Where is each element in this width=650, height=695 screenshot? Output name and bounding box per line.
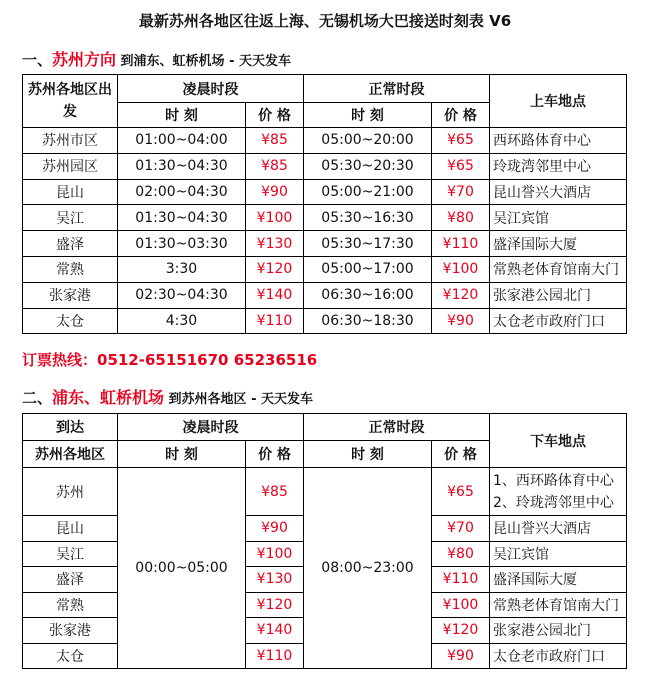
normal-price-cell: ¥100 bbox=[432, 256, 490, 282]
normal-price-header: 价 格 bbox=[432, 103, 490, 128]
destination-header-line2: 苏州各地区 bbox=[23, 441, 118, 468]
early-price-cell: ¥90 bbox=[246, 516, 304, 542]
area-cell: 苏州市区 bbox=[23, 128, 118, 154]
section1-heading bbox=[22, 47, 291, 70]
area-cell: 太仓 bbox=[23, 643, 118, 669]
early-time-cell: 01:30~04:30 bbox=[118, 205, 246, 231]
dropoff-location-cell: 张家港公园北门 bbox=[490, 618, 627, 644]
pickup-location-cell: 玲珑湾邻里中心 bbox=[490, 153, 627, 179]
early-time-cell: 3:30 bbox=[118, 256, 246, 282]
normal-time-cell: 06:30~18:30 bbox=[304, 308, 432, 334]
normal-time-cell: 05:00~17:00 bbox=[304, 256, 432, 282]
early-price-cell: ¥110 bbox=[246, 643, 304, 669]
normal-time-header: 时 刻 bbox=[304, 103, 432, 128]
early-time-cell: 4:30 bbox=[118, 308, 246, 334]
early-time-cell: 02:00~04:30 bbox=[118, 179, 246, 205]
normal-price-cell: ¥80 bbox=[432, 205, 490, 231]
section1-rest: 到浦东、虹桥机场 - 天天发车 bbox=[116, 54, 292, 69]
normal-time-cell: 05:30~20:30 bbox=[304, 153, 432, 179]
table-row bbox=[23, 468, 627, 516]
pickup-location-cell: 昆山誉兴大酒店 bbox=[490, 179, 627, 205]
early-price-cell: ¥85 bbox=[246, 468, 304, 516]
early-price-cell: ¥110 bbox=[246, 308, 304, 334]
early-price-cell: ¥90 bbox=[246, 179, 304, 205]
origin-header: 苏州各地区出发 bbox=[23, 75, 118, 128]
normal-price-cell: ¥70 bbox=[432, 516, 490, 542]
dropoff-location-cell: 太仓老市政府门口 bbox=[490, 643, 627, 669]
normal-time-cell: 05:00~21:00 bbox=[304, 179, 432, 205]
section1-highlight: 苏州方向 bbox=[52, 50, 117, 69]
early-time-header: 时 刻 bbox=[118, 103, 246, 128]
dropoff-location-line: 1、西环路体育中心 bbox=[493, 472, 614, 489]
normal-price-cell: ¥90 bbox=[432, 643, 490, 669]
normal-price-cell: ¥120 bbox=[432, 282, 490, 308]
normal-period-header: 正常时段 bbox=[304, 414, 490, 441]
dropoff-location-cell: 吴江宾馆 bbox=[490, 541, 627, 567]
area-cell: 吴江 bbox=[23, 541, 118, 567]
normal-time-cell: 05:30~16:30 bbox=[304, 205, 432, 231]
early-price-cell: ¥140 bbox=[246, 618, 304, 644]
table-row bbox=[23, 231, 627, 257]
pickup-location-cell: 常熟老体育馆南大门 bbox=[490, 256, 627, 282]
normal-time-header: 时 刻 bbox=[304, 441, 432, 468]
early-time-cell: 01:30~04:30 bbox=[118, 153, 246, 179]
arrival-schedule-table bbox=[22, 413, 627, 669]
early-price-cell: ¥120 bbox=[246, 592, 304, 618]
normal-price-cell: ¥80 bbox=[432, 541, 490, 567]
destination-header-line1: 到达 bbox=[23, 414, 118, 441]
early-time-cell: 01:30~03:30 bbox=[118, 231, 246, 257]
early-price-cell: ¥140 bbox=[246, 282, 304, 308]
early-price-cell: ¥100 bbox=[246, 541, 304, 567]
area-cell: 苏州园区 bbox=[23, 153, 118, 179]
normal-price-cell: ¥110 bbox=[432, 231, 490, 257]
early-time-cell: 00:00~05:00 bbox=[118, 468, 246, 669]
normal-price-cell: ¥120 bbox=[432, 618, 490, 644]
table-row bbox=[23, 128, 627, 154]
early-price-cell: ¥85 bbox=[246, 153, 304, 179]
pickup-location-cell: 张家港公园北门 bbox=[490, 282, 627, 308]
area-cell: 盛泽 bbox=[23, 567, 118, 593]
table-row bbox=[23, 256, 627, 282]
early-price-cell: ¥130 bbox=[246, 231, 304, 257]
normal-price-cell: ¥110 bbox=[432, 567, 490, 593]
pickup-location-cell: 吴江宾馆 bbox=[490, 205, 627, 231]
area-cell: 盛泽 bbox=[23, 231, 118, 257]
table-row bbox=[23, 282, 627, 308]
dropoff-location-cell: 常熟老体育馆南大门 bbox=[490, 592, 627, 618]
normal-price-cell: ¥65 bbox=[432, 468, 490, 516]
departure-schedule-table bbox=[22, 74, 627, 334]
section2-prefix: 二、 bbox=[22, 389, 53, 407]
pickup-location-cell: 太仓老市政府门口 bbox=[490, 308, 627, 334]
dropoff-location-header: 下车地点 bbox=[490, 414, 627, 468]
normal-time-cell: 05:00~20:00 bbox=[304, 128, 432, 154]
dropoff-location-cell: 昆山誉兴大酒店 bbox=[490, 516, 627, 542]
dropoff-location-cell bbox=[490, 468, 627, 516]
section2-highlight: 浦东、虹桥机场 bbox=[52, 388, 165, 407]
pickup-location-header: 上车地点 bbox=[490, 75, 627, 128]
area-cell: 张家港 bbox=[23, 282, 118, 308]
early-price-header: 价 格 bbox=[246, 103, 304, 128]
table-row bbox=[23, 153, 627, 179]
normal-price-cell: ¥100 bbox=[432, 592, 490, 618]
table-row bbox=[23, 205, 627, 231]
area-cell: 常熟 bbox=[23, 256, 118, 282]
pickup-location-cell: 西环路体育中心 bbox=[490, 128, 627, 154]
early-price-cell: ¥130 bbox=[246, 567, 304, 593]
section1-prefix: 一、 bbox=[22, 51, 53, 69]
normal-price-cell: ¥65 bbox=[432, 128, 490, 154]
normal-time-cell: 06:30~16:00 bbox=[304, 282, 432, 308]
booking-hotline: 订票热线：0512-65151670 65236516 bbox=[22, 351, 318, 369]
early-time-cell: 01:00~04:00 bbox=[118, 128, 246, 154]
pickup-location-cell: 盛泽国际大厦 bbox=[490, 231, 627, 257]
early-period-header: 凌晨时段 bbox=[118, 414, 304, 441]
table-row bbox=[23, 179, 627, 205]
section2-rest: 到苏州各地区 - 天天发车 bbox=[164, 392, 314, 407]
area-cell: 苏州 bbox=[23, 468, 118, 516]
area-cell: 吴江 bbox=[23, 205, 118, 231]
early-period-header: 凌晨时段 bbox=[118, 75, 304, 103]
early-price-cell: ¥100 bbox=[246, 205, 304, 231]
area-cell: 太仓 bbox=[23, 308, 118, 334]
normal-period-header: 正常时段 bbox=[304, 75, 490, 103]
section2-heading bbox=[22, 385, 313, 408]
area-cell: 张家港 bbox=[23, 618, 118, 644]
early-price-cell: ¥120 bbox=[246, 256, 304, 282]
normal-price-cell: ¥65 bbox=[432, 153, 490, 179]
early-price-header: 价 格 bbox=[246, 441, 304, 468]
early-time-header: 时 刻 bbox=[118, 441, 246, 468]
normal-price-cell: ¥70 bbox=[432, 179, 490, 205]
dropoff-location-cell: 盛泽国际大厦 bbox=[490, 567, 627, 593]
page-title: 最新苏州各地区往返上海、无锡机场大巴接送时刻表 V6 bbox=[138, 12, 512, 30]
area-cell: 昆山 bbox=[23, 516, 118, 542]
dropoff-location-line: 2、玲珑湾邻里中心 bbox=[493, 494, 614, 511]
area-cell: 常熟 bbox=[23, 592, 118, 618]
early-price-cell: ¥85 bbox=[246, 128, 304, 154]
normal-price-cell: ¥90 bbox=[432, 308, 490, 334]
table-row bbox=[23, 308, 627, 334]
area-cell: 昆山 bbox=[23, 179, 118, 205]
normal-price-header: 价 格 bbox=[432, 441, 490, 468]
normal-time-cell: 05:30~17:30 bbox=[304, 231, 432, 257]
early-time-cell: 02:30~04:30 bbox=[118, 282, 246, 308]
normal-time-cell: 08:00~23:00 bbox=[304, 468, 432, 669]
